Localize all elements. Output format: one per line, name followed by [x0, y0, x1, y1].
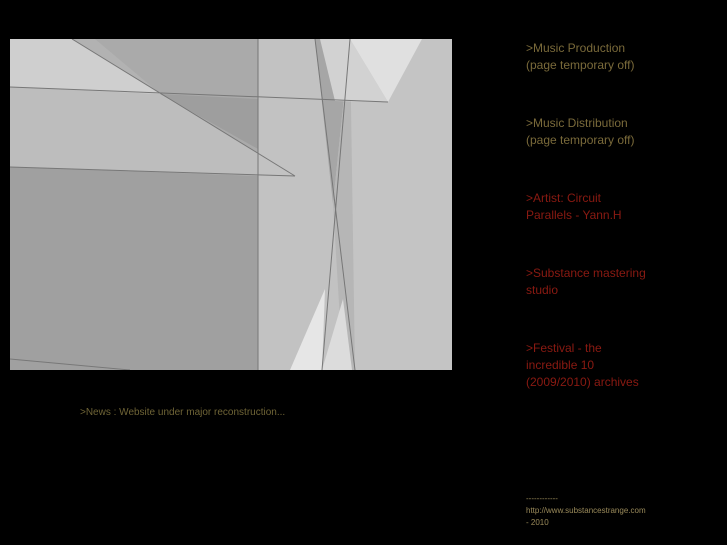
- hero-image: [10, 39, 452, 370]
- menu-label: incredible 10: [526, 358, 595, 372]
- menu-music-production[interactable]: [526, 40, 635, 74]
- menu-mastering-studio[interactable]: [526, 265, 646, 299]
- menu-festival[interactable]: [526, 340, 639, 391]
- menu-label: (page temporary off): [526, 133, 635, 147]
- news-text: >News : Website under major reconstruction...: [80, 407, 286, 418]
- menu-label: >Music Production: [526, 41, 626, 55]
- footer-url-link[interactable]: http://www.substancestrange.com: [526, 506, 646, 515]
- footer-year: - 2010: [526, 518, 549, 527]
- menu-label: (page temporary off): [526, 58, 635, 72]
- menu-label: >Music Distribution: [526, 116, 628, 130]
- menu-label: >Substance mastering: [526, 266, 646, 280]
- menu-label: >Festival - the: [526, 341, 602, 355]
- menu-label: studio: [526, 283, 559, 297]
- footer-divider: ------------: [526, 494, 558, 503]
- menu-label: >Artist: Circuit: [526, 191, 602, 205]
- menu-label: Parallels - Yann.H: [526, 208, 622, 222]
- menu-label: (2009/2010) archives: [526, 375, 639, 389]
- menu-artist[interactable]: [526, 190, 622, 224]
- menu-music-distribution[interactable]: [526, 115, 635, 149]
- footer: [526, 493, 646, 529]
